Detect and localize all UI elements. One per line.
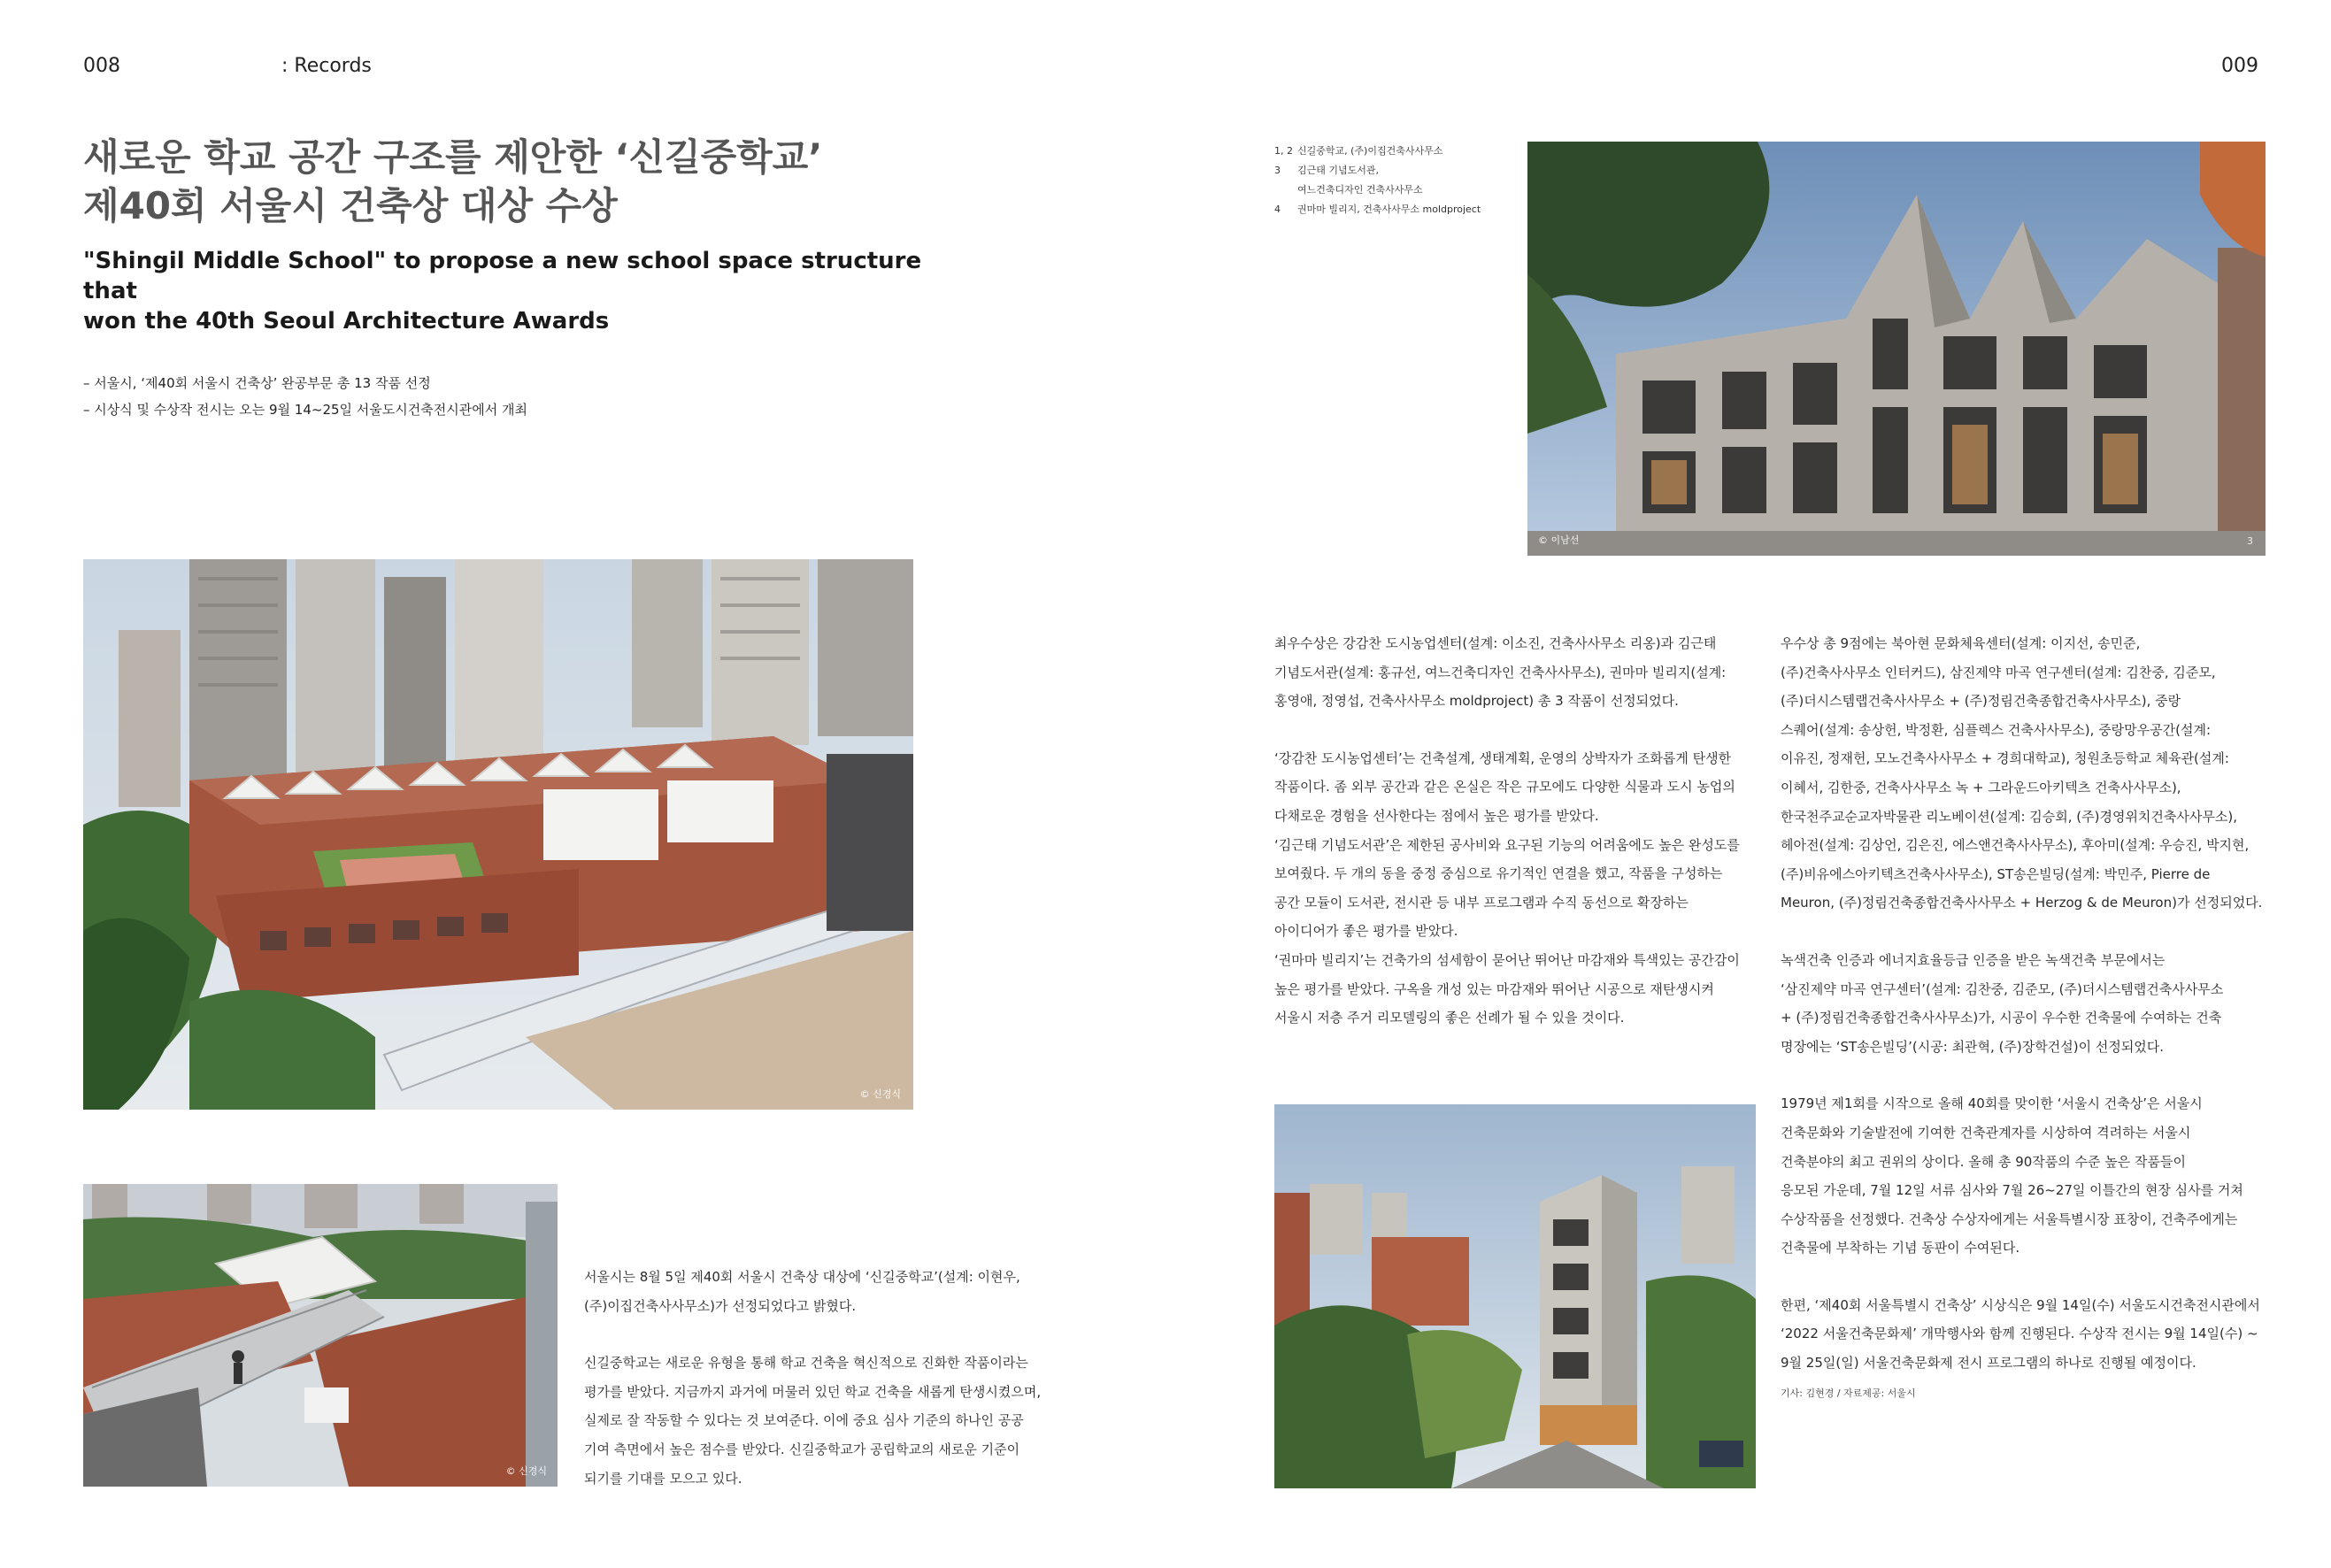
section-label: : Records [281,55,372,77]
headline-korean [83,133,933,230]
text-line: 다채로운 경험을 선사한다는 점에서 높은 평가를 받았다. [1274,807,1599,824]
text-line: ‘삼진제약 마곡 연구센터’(설계: 김찬중, 김준모, (주)더시스템랩건축사사무소 [1781,980,2224,997]
headline-korean-line-1: 새로운 학교 공간 구조를 제안한 ‘신길중학교’ [83,135,823,179]
text-line: 홍영애, 정영섭, 건축사사무소 moldproject) 총 3 작품이 선정되었다. [1274,693,1679,710]
text-line: 서울시는 8월 5일 제40회 서울시 건축상 대상에 ‘신길중학교’(설계: 이현우, [584,1269,1020,1285]
text-line: (주)건축사사무소 인터커드), 삼진제약 마곡 연구센터(설계: 김찬중, 김준모, [1781,664,2216,680]
text-line: 한국천주교순교자박물관 리노베이션(설계: 김승회, (주)경영위치건축사사무소), [1781,808,2237,825]
text-line: 명장에는 ‘ST송은빌딩’(시공: 최관혁, (주)장학건설)이 선정되었다. [1781,1038,2165,1055]
headline-english-line-2: won the 40th Seoul Architecture Awards [83,308,610,334]
photo-credit: © 신경식 [859,1088,901,1100]
caption-text: 신길중학교, (주)이집건축사사무소 [1297,145,1443,157]
photo-shingil-school-stairs [83,1184,558,1487]
text-line: 건축물에 부착하는 기념 동판이 수여된다. [1781,1240,2020,1257]
caption-line [1274,181,1522,200]
text-line: (주)더시스템랩건축사사무소 + (주)정림건축종합건축사사무소), 중랑 [1781,693,2181,710]
text-line: 평가를 받았다. 지금까지 과거에 머물러 있던 학교 건축을 새롭게 탄생시켰으며, [584,1383,1042,1400]
text-line: 헤아전(설계: 김상언, 김은진, 에스앤건축사사무소), 후아미(설계: 우승진, 박지현, [1781,837,2250,854]
caption-text: 여느건축디자인 건축사사무소 [1297,184,1423,196]
photo-shingil-school-aerial [83,559,913,1110]
text-line: 수상작품을 선정했다. 건축상 수상자에게는 서울특별시장 표창이, 건축주에게는 [1781,1211,2238,1227]
text-line: 1979년 제1회를 시작으로 올해 40회를 맞이한 ‘서울시 건축상’은 서울시 [1781,1095,2203,1112]
text-line: 녹색건축 인증과 에너지효율등급 인증을 받은 녹색건축 부문에서는 [1781,951,2166,968]
photo-gwonmama-village [1274,1104,1756,1488]
school-aerial-illustration [83,559,913,1110]
text-line: + (주)정림건축종합건축사사무소)가, 시공이 우수한 건축물에 수여하는 건축 [1781,1010,2222,1026]
text-line: 작품이다. 좀 외부 공간과 같은 온실은 작은 규모에도 다양한 식물과 도시 농업의 [1274,779,1735,796]
school-stairs-illustration [83,1184,558,1487]
photo-credit: © 신경식 [505,1465,547,1477]
text-line: 이유진, 정재헌, 모노건축사사무소 + 경희대학교), 청원초등학교 체육관(설계: [1781,750,2229,767]
text-line: 이혜서, 김한중, 건축사사무소 녹 + 그라운드아키텍츠 건축사사무소), [1781,779,2181,796]
photo-captions [1274,142,1522,219]
article-text-right [1781,629,2276,1408]
photo-number: 3 [2247,535,2253,547]
headline-korean-line-2: 제40회 서울시 건축상 대상 수상 [83,184,618,227]
text-line: 최우수상은 강감찬 도시농업센터(설계: 이소진, 건축사사무소 리옹)과 김근태 [1274,635,1717,651]
headline-english [83,246,933,336]
text-line: ‘권마마 빌리지’는 건축가의 섬세함이 묻어난 뛰어난 마감재와 특색있는 공간감이 [1274,951,1740,968]
summary-bullet: – 시상식 및 수상작 전시는 오는 9월 14~25일 서울도시건축전시관에서 개최 [83,402,527,418]
text-line: 응모된 가운데, 7월 12일 서류 심사와 7월 26~27일 이틀간의 현장 심사를 거쳐 [1781,1182,2243,1199]
article-credit: 기사: 김현경 / 자료제공: 서울시 [1781,1387,1916,1399]
caption-line [1274,200,1522,219]
text-line: 스퀘어(설계: 송상헌, 박정환, 심플렉스 건축사사무소), 중랑망우공간(설계: [1781,721,2212,738]
text-line: 서울시 저층 주거 리모델링의 좋은 선례가 될 수 있을 것이다. [1274,1010,1625,1026]
text-line: 기여 측면에서 높은 점수를 받았다. 신길중학교가 공립학교의 새로운 기준이 [584,1441,1020,1457]
text-line: 아이디어가 좋은 평가를 받았다. [1274,923,1458,940]
text-line: 신길중학교는 새로운 유형을 통해 학교 건축을 혁신적으로 진화한 작품이라는 [584,1355,1028,1372]
summary-bullet: – 서울시, ‘제40회 서울시 건축상’ 완공부문 총 13 작품 선정 [83,375,431,391]
photo-credit: © 이남선 [1538,534,1580,546]
summary-bullets [83,370,791,423]
village-illustration [1274,1104,1756,1488]
text-line: 9월 25일(일) 서울건축문화제 전시 프로그램의 하나로 진행될 예정이다. [1781,1355,2196,1372]
caption-number: 4 [1274,204,1281,215]
text-line: 되기를 기대를 모으고 있다. [584,1470,742,1487]
text-line: 보여줬다. 두 개의 동을 중정 중심으로 유기적인 연결을 했고, 작품을 구성하는 [1274,865,1723,882]
article-text-middle [1274,629,1770,1033]
text-line: 높은 평가를 받았다. 구옥을 개성 있는 마감재와 뛰어난 시공으로 재탄생시켜 [1274,980,1714,997]
text-line: 한편, ‘제40회 서울특별시 건축상’ 시상식은 9월 14일(수) 서울도시건축전시관에서 [1781,1296,2260,1313]
caption-line [1274,161,1522,181]
caption-number: 3 [1274,165,1281,176]
text-line: 공간 모듈이 도서관, 전시관 등 내부 프로그램과 수직 동선으로 확장하는 [1274,894,1689,911]
headline-english-line-1: "Shingil Middle School" to propose a new school space structure that [83,248,922,304]
caption-text: 김근태 기념도서관, [1297,165,1380,176]
text-line: (주)이집건축사사무소)가 선정되었다고 밝혔다. [584,1297,857,1314]
text-line: ‘2022 서울건축문화제’ 개막행사와 함께 진행된다. 수상작 전시는 9월 14일(수) ~ [1781,1326,2258,1342]
caption-number: 1, 2 [1274,145,1293,157]
caption-line [1274,142,1522,161]
text-line: 우수상 총 9점에는 북아현 문화체육센터(설계: 이지선, 송민준, [1781,635,2141,651]
page-number-left: 008 [83,55,120,77]
text-line: 건축문화와 기술발전에 기여한 건축관계자를 시상하여 격려하는 서울시 [1781,1124,2191,1141]
text-line: Meuron, (주)정림건축종합건축사사무소 + Herzog & de Meuron)가 선정되었다. [1781,895,2263,911]
page-number-right: 009 [2221,55,2258,77]
text-line: 실제로 잘 작동할 수 있다는 것 보여준다. 이에 중요 심사 기준의 하나인 공공 [584,1412,1024,1429]
text-line: 건축분야의 최고 권위의 상이다. 올해 총 90작품의 수준 높은 작품들이 [1781,1153,2187,1170]
article-text-left [584,1263,1062,1493]
text-line: ‘강감찬 도시농업센터’는 건축설계, 생태계획, 운영의 상박자가 조화롭게 탄생한 [1274,749,1732,766]
caption-text: 권마마 빌리지, 건축사사무소 moldproject [1297,204,1481,215]
text-line: ‘김근태 기념도서관’은 제한된 공사비와 요구된 기능의 어려움에도 높은 완성도를 [1274,836,1740,853]
library-illustration [1527,142,2266,556]
text-line: (주)비유에스아키텍츠건축사사무소), ST송은빌딩(설계: 박민주, Pierre de [1781,865,2211,882]
photo-kim-geuntae-library [1527,142,2266,556]
text-line: 기념도서관(설계: 홍규선, 여느건축디자인 건축사사무소), 권마마 빌리지(설계: [1274,664,1727,680]
